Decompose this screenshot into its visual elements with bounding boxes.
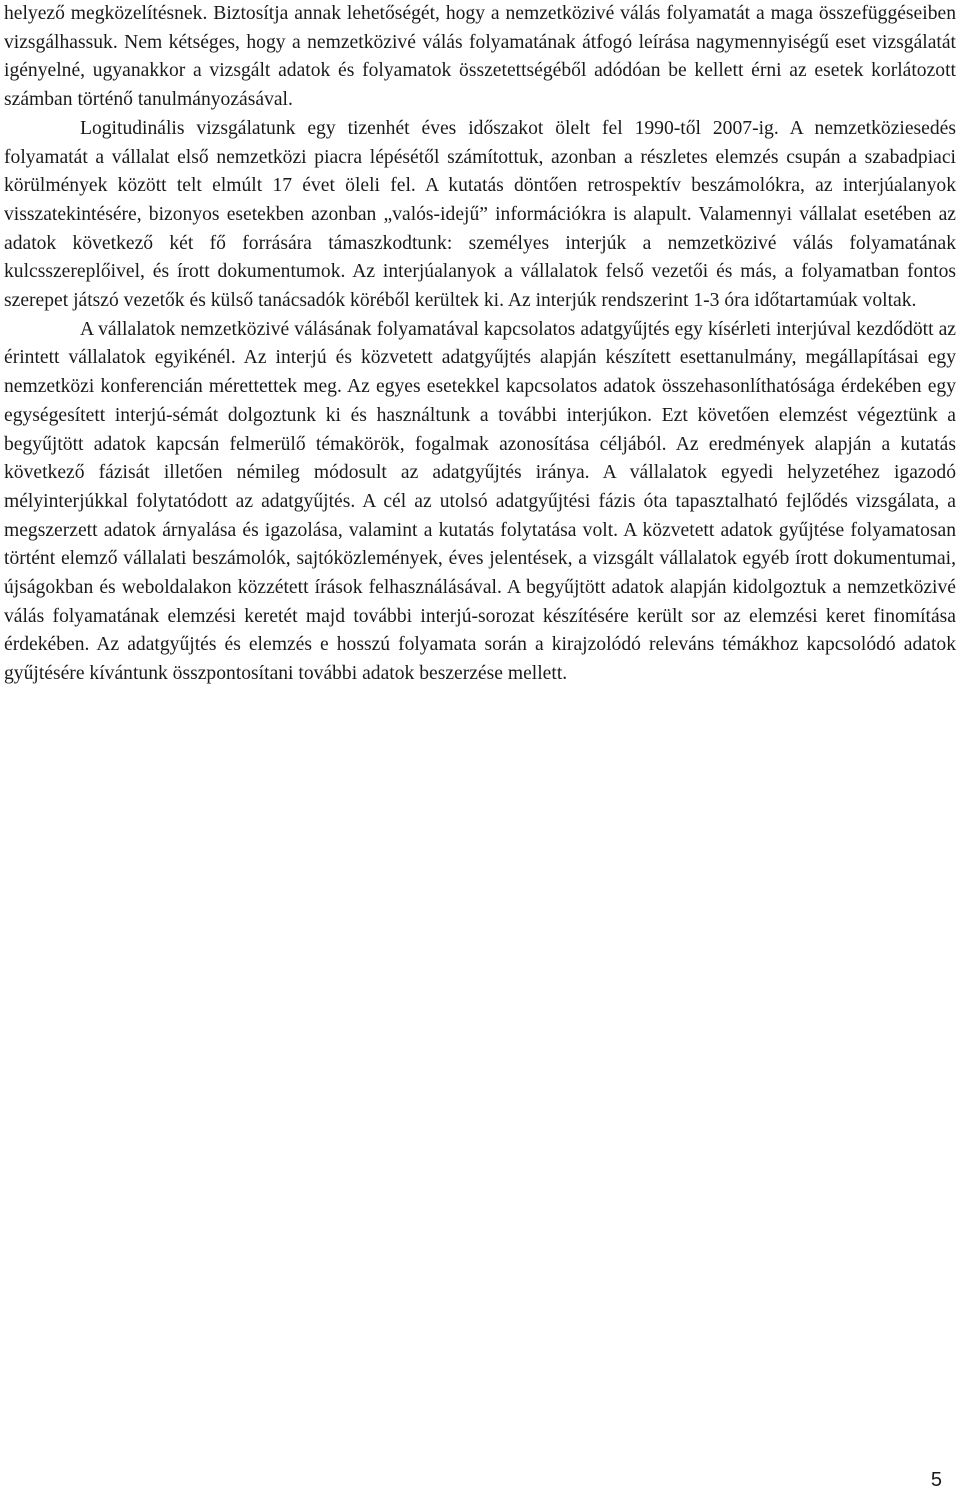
page-number: 5 xyxy=(930,1469,942,1491)
document-page xyxy=(4,0,956,689)
paragraph-methodology: Logitudinális vizsgálatunk egy tizenhét éves időszakot ölelt fel 1990-től 2007-ig. A nemzetköziesedés folyamatát a vállalat első nemzetközi piacra lépésétől számítottuk, azonban a részletes elemzés csupán a szabadpiaci körülmények között telt elmúlt 17 évet öleli fel. A kutatás döntően retrospektív beszámolókra, az interjúalanyok visszatekintésére, bizonyos esetekben azonban „valós-idejű” információkra is alapult. Valamennyi vállalat esetében az adatok következő két fő forrására támaszkodtunk: személyes interjúk a nemzetközivé válás folyamatának kulcsszereplőivel, és írott dokumentumok. Az interjúalanyok a vállalatok felső vezetői és más, a folyamatban fontos szerepet játszó vezetők és külső tanácsadók köréből kerültek ki. Az interjúk rendszerint 1-3 óra időtartamúak voltak. xyxy=(4,117,956,312)
paragraph-data-collection: A vállalatok nemzetközivé válásának folyamatával kapcsolatos adatgyűjtés egy kísérleti interjúval kezdődött az érintett vállalatok egyikénél. Az interjú és közvetett adatgyűjtés alapján készített esettanulmány, megállapításai egy nemzetközi konferencián mérettettek meg. Az egyes esetekkel kapcsolatos adatok összehasonlíthatósága érdekében egy egységesített interjú-sémát dolgoztunk ki és használtunk a további interjúkon. Ezt követően elemzést végeztünk a begyűjtött adatok kapcsán felmerülő témakörök, fogalmak azonosítása céljából. Az eredmények alapján a kutatás következő fázisát illetően némileg módosult az adatgyűjtés iránya. A vállalatok egyedi helyzetéhez igazodó mélyinterjúkkal folytatódott az adatgyűjtés. A cél az utolsó adatgyűjtési fázis óta tapasztalható fejlődés vizsgálata, a megszerzett adatok árnyalása és igazolása, valamint a kutatás folytatása volt. A közvetett adatok gyűjtése folyamatosan történt elemző vállalati beszámolók, sajtóközlemények, éves jelentések, a vizsgált vállalatok egyéb írott dokumentumai, újságokban és weboldalakon közzétett írások felhasználásával. A begyűjtött adatok alapján kidolgoztuk a nemzetközivé válás folyamatának elemzési keretét majd további interjú-sorozat készítésére került sor az elemzési keret finomítása érdekében. Az adatgyűjtés és elemzés e hosszú folyamata során a kirajzolódó releváns témákhoz kapcsolódó adatok gyűjtésére kívántunk összpontosítani további adatok beszerzése mellett. xyxy=(4,318,956,685)
paragraph-continuation: helyező megközelítésnek. Biztosítja annak lehetőségét, hogy a nemzetközivé válás folyamatát a maga összefüggéseiben vizsgálhassuk. Nem kétséges, hogy a nemzetközivé válás folyamatának átfogó leírása nagymennyiségű eset vizsgálatát igényelné, ugyanakkor a vizsgált adatok és folyamatok összetettségéből adódóan be kellett érni az esetek korlátozott számban történő tanulmányozásával. xyxy=(4,3,956,111)
